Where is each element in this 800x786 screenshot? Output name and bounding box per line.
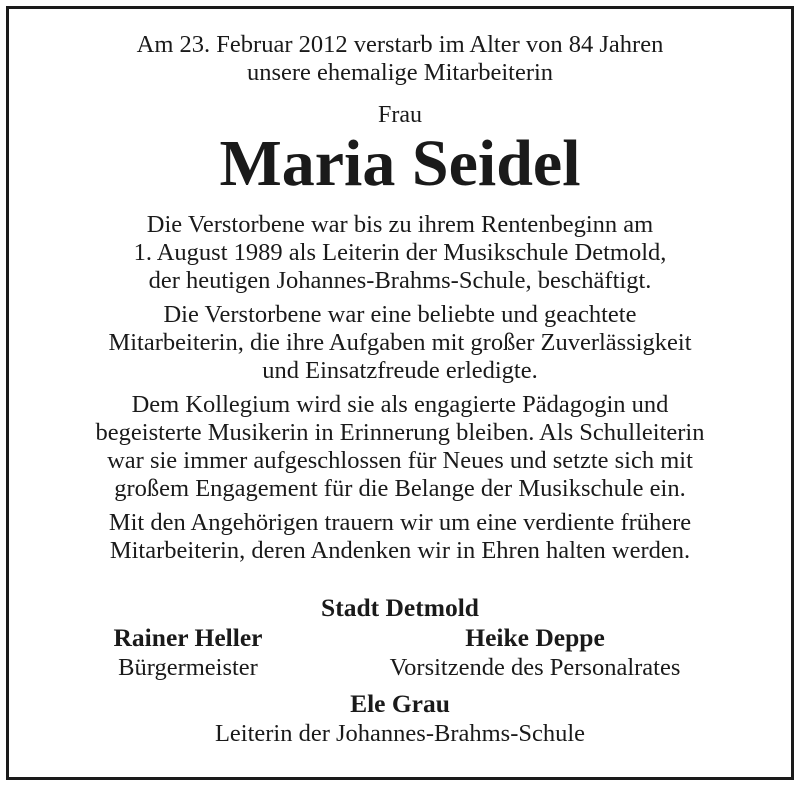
intro-line: unsere ehemalige Mitarbeiterin [246, 59, 554, 86]
paragraph-line: Dem Kollegium wird sie als engagierte Pädagogin und [131, 391, 669, 418]
signers-row [9, 623, 791, 683]
paragraph-line: begeisterte Musikerin in Erinnerung bleiben. Als Schulleiterin [95, 419, 705, 446]
paragraph [9, 211, 791, 295]
signer-role: Bürgermeister [118, 654, 258, 681]
organization-name: Stadt Detmold [321, 593, 479, 622]
paragraph-line: Die Verstorbene war eine beliebte und geachtete [163, 301, 637, 328]
paragraph-line: und Einsatzfreude erledigte. [262, 357, 538, 384]
paragraph [9, 509, 791, 565]
paragraph [9, 301, 791, 385]
paragraph-line: war sie immer aufgeschlossen für Neues und setzte sich mit [107, 447, 693, 474]
signer [73, 623, 303, 683]
paragraph [9, 391, 791, 503]
intro-line: Am 23. Februar 2012 verstarb im Alter von 84 Jahren [136, 31, 664, 58]
salutation: Frau [378, 102, 422, 128]
obituary-notice [9, 9, 791, 749]
signer-name: Heike Deppe [465, 623, 605, 652]
intro [9, 31, 791, 87]
signer-name: Rainer Heller [113, 623, 263, 652]
signer-name: Ele Grau [350, 689, 450, 718]
signer [345, 623, 725, 683]
paragraph-line: großem Engagement für die Belange der Musikschule ein. [114, 475, 686, 502]
paragraph-line: Mit den Angehörigen trauern wir um eine verdiente frühere [108, 509, 692, 536]
paragraph-line: der heutigen Johannes-Brahms-Schule, beschäftigt. [148, 267, 652, 294]
paragraph-line: Mitarbeiterin, die ihre Aufgaben mit großer Zuverlässigkeit [108, 329, 692, 356]
signer-role: Leiterin der Johannes-Brahms-Schule [214, 720, 586, 747]
signer [9, 689, 791, 749]
deceased-name: Maria Seidel [219, 127, 581, 200]
paragraph-line: Die Verstorbene war bis zu ihrem Rentenbeginn am [146, 211, 654, 238]
paragraph-line: 1. August 1989 als Leiterin der Musikschule Detmold, [133, 239, 667, 266]
paragraph-line: Mitarbeiterin, deren Andenken wir in Ehren halten werden. [109, 537, 691, 564]
signer-role: Vorsitzende des Personalrates [389, 654, 681, 681]
